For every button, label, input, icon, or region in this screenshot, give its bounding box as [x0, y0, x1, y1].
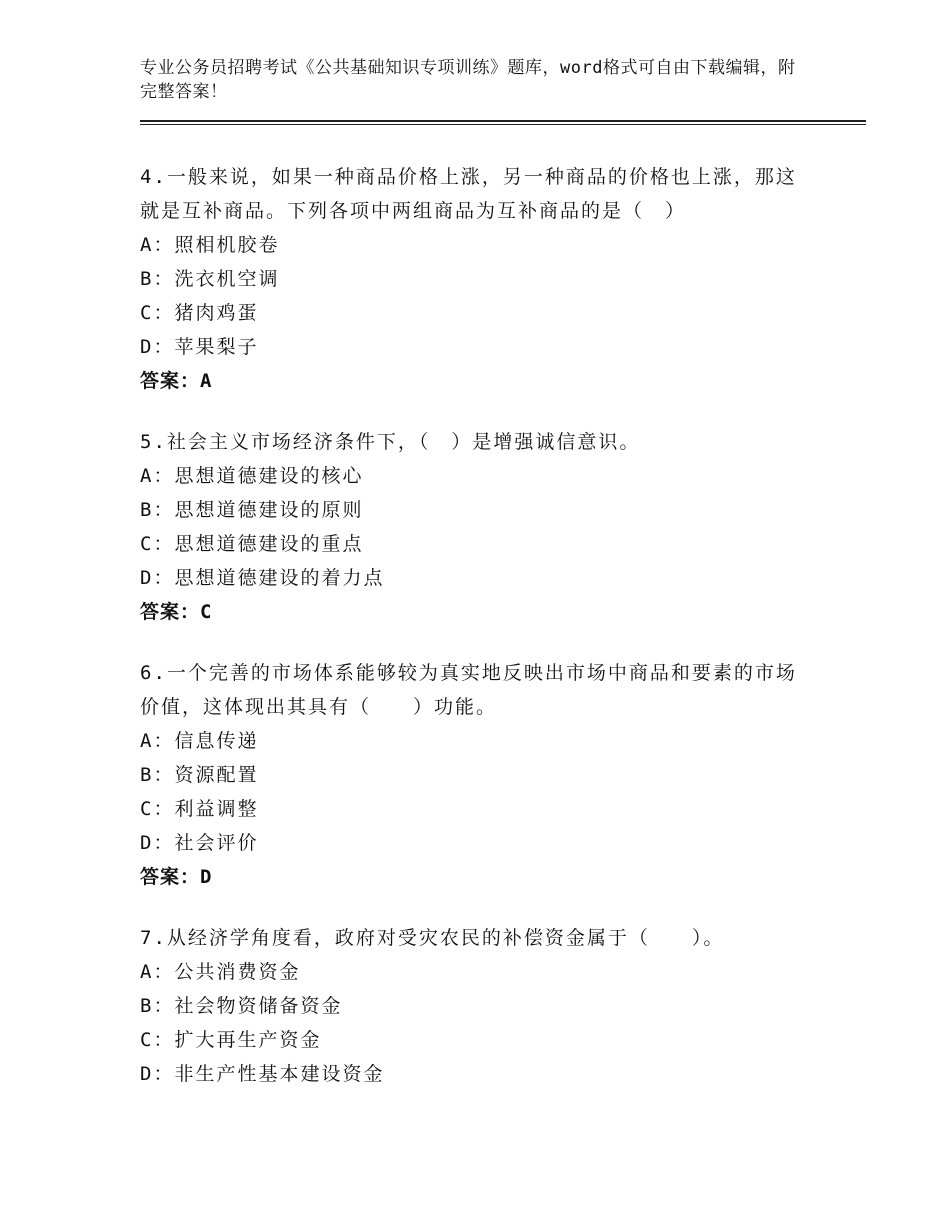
option-a: A：公共消费资金: [140, 961, 301, 983]
option-a: A：思想道德建设的核心: [140, 465, 364, 487]
option-d: D：非生产性基本建设资金: [140, 1063, 385, 1085]
option-a: A：照相机胶卷: [140, 234, 280, 256]
question-7: [140, 921, 810, 1091]
answer-label: 答案：A: [140, 370, 213, 392]
question-stem: 6.一个完善的市场体系能够较为真实地反映出市场中商品和要素的市场价值，这体现出其具有（ ）功能。: [140, 662, 797, 718]
question-5: [140, 425, 810, 629]
option-b: B：资源配置: [140, 764, 259, 786]
option-c: C：利益调整: [140, 798, 259, 820]
question-stem: 4.一般来说，如果一种商品价格上涨，另一种商品的价格也上涨，那这就是互补商品。下列各项中两组商品为互补商品的是（ ）: [140, 166, 797, 222]
answer-label: 答案：C: [140, 601, 213, 623]
question-stem: 5.社会主义市场经济条件下，（ ）是增强诚信意识。: [140, 431, 641, 453]
option-d: D：思想道德建设的着力点: [140, 567, 385, 589]
option-a: A：信息传递: [140, 730, 259, 752]
option-c: C：猪肉鸡蛋: [140, 302, 259, 324]
option-c: C：扩大再生产资金: [140, 1029, 322, 1051]
option-b: B：思想道德建设的原则: [140, 499, 364, 521]
header-divider: [140, 120, 866, 122]
option-b: B：社会物资储备资金: [140, 995, 343, 1017]
option-b: B：洗衣机空调: [140, 268, 280, 290]
header-divider-thin: [140, 124, 866, 125]
answer-label: 答案：D: [140, 866, 213, 888]
question-list: [140, 160, 810, 1118]
question-6: [140, 656, 810, 894]
question-stem: 7.从经济学角度看，政府对受灾农民的补偿资金属于（ ）。: [140, 927, 725, 949]
option-d: D：社会评价: [140, 832, 259, 854]
option-d: D：苹果梨子: [140, 336, 259, 358]
question-4: [140, 160, 810, 398]
option-c: C：思想道德建设的重点: [140, 533, 364, 555]
document-header: 专业公务员招聘考试《公共基础知识专项训练》题库，word格式可自由下载编辑，附完整答案！: [140, 58, 796, 102]
